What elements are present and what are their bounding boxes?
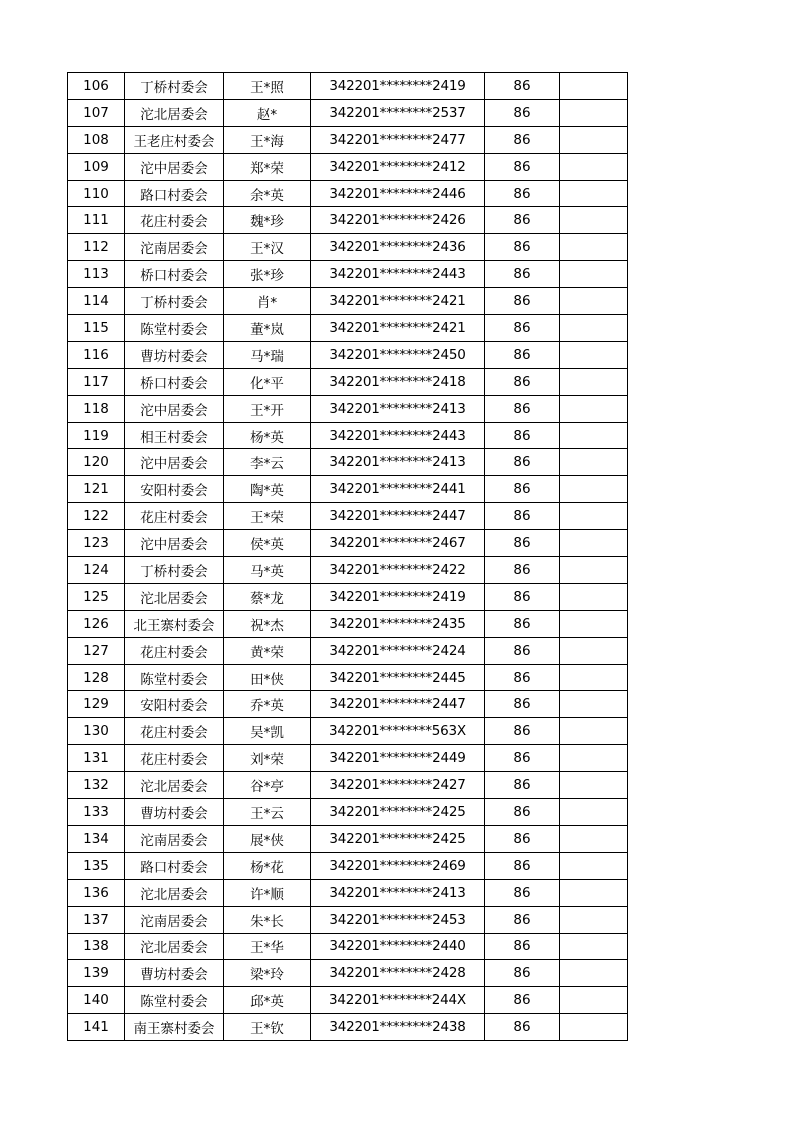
table-row: [68, 879, 628, 906]
person-name-cell: 乔*英: [224, 691, 311, 718]
row-number-cell: 138: [68, 933, 125, 960]
table-row: [68, 422, 628, 449]
row-number-cell: 116: [68, 341, 125, 368]
row-number-cell: 121: [68, 476, 125, 503]
committee-cell: 曹坊村委会: [125, 960, 224, 987]
amount-cell: 86: [485, 180, 560, 207]
id-number-cell: 342201********2427: [311, 772, 485, 799]
amount-cell: 86: [485, 691, 560, 718]
remark-cell: [560, 288, 628, 315]
remark-cell: [560, 557, 628, 584]
table-row: [68, 664, 628, 691]
table-row: [68, 153, 628, 180]
person-name-cell: 王*汉: [224, 234, 311, 261]
row-number-cell: 135: [68, 852, 125, 879]
person-name-cell: 黄*荣: [224, 637, 311, 664]
committee-cell: 沱北居委会: [125, 583, 224, 610]
table-row: [68, 449, 628, 476]
amount-cell: 86: [485, 99, 560, 126]
row-number-cell: 117: [68, 368, 125, 395]
row-number-cell: 124: [68, 557, 125, 584]
amount-cell: 86: [485, 557, 560, 584]
row-number-cell: 123: [68, 530, 125, 557]
person-name-cell: 梁*玲: [224, 960, 311, 987]
row-number-cell: 126: [68, 610, 125, 637]
person-name-cell: 杨*花: [224, 852, 311, 879]
remark-cell: [560, 341, 628, 368]
table-row: [68, 852, 628, 879]
person-name-cell: 郑*荣: [224, 153, 311, 180]
amount-cell: 86: [485, 987, 560, 1014]
row-number-cell: 111: [68, 207, 125, 234]
row-number-cell: 139: [68, 960, 125, 987]
amount-cell: 86: [485, 422, 560, 449]
table-row: [68, 126, 628, 153]
remark-cell: [560, 315, 628, 342]
committee-cell: 丁桥村委会: [125, 557, 224, 584]
remark-cell: [560, 395, 628, 422]
person-name-cell: 马*瑞: [224, 341, 311, 368]
amount-cell: 86: [485, 449, 560, 476]
committee-cell: 丁桥村委会: [125, 73, 224, 100]
remark-cell: [560, 772, 628, 799]
person-name-cell: 田*侠: [224, 664, 311, 691]
row-number-cell: 125: [68, 583, 125, 610]
person-name-cell: 邱*英: [224, 987, 311, 1014]
remark-cell: [560, 234, 628, 261]
committee-cell: 曹坊村委会: [125, 799, 224, 826]
person-name-cell: 王*照: [224, 73, 311, 100]
row-number-cell: 110: [68, 180, 125, 207]
table-row: [68, 530, 628, 557]
id-number-cell: 342201********2441: [311, 476, 485, 503]
amount-cell: 86: [485, 126, 560, 153]
id-number-cell: 342201********2440: [311, 933, 485, 960]
remark-cell: [560, 368, 628, 395]
id-number-cell: 342201********244X: [311, 987, 485, 1014]
row-number-cell: 119: [68, 422, 125, 449]
row-number-cell: 141: [68, 1014, 125, 1041]
id-number-cell: 342201********2467: [311, 530, 485, 557]
id-number-cell: 342201********2477: [311, 126, 485, 153]
table-row: [68, 772, 628, 799]
roster-table-body: [68, 73, 628, 1041]
table-row: [68, 960, 628, 987]
row-number-cell: 118: [68, 395, 125, 422]
id-number-cell: 342201********2435: [311, 610, 485, 637]
remark-cell: [560, 153, 628, 180]
id-number-cell: 342201********2413: [311, 395, 485, 422]
remark-cell: [560, 1014, 628, 1041]
id-number-cell: 342201********2419: [311, 73, 485, 100]
committee-cell: 丁桥村委会: [125, 288, 224, 315]
table-row: [68, 610, 628, 637]
table-row: [68, 207, 628, 234]
remark-cell: [560, 637, 628, 664]
table-row: [68, 691, 628, 718]
person-name-cell: 王*荣: [224, 503, 311, 530]
id-number-cell: 342201********2413: [311, 449, 485, 476]
table-row: [68, 234, 628, 261]
remark-cell: [560, 718, 628, 745]
person-name-cell: 朱*长: [224, 906, 311, 933]
id-number-cell: 342201********2422: [311, 557, 485, 584]
person-name-cell: 陶*英: [224, 476, 311, 503]
table-row: [68, 315, 628, 342]
remark-cell: [560, 610, 628, 637]
committee-cell: 陈堂村委会: [125, 664, 224, 691]
row-number-cell: 108: [68, 126, 125, 153]
amount-cell: 86: [485, 234, 560, 261]
person-name-cell: 刘*荣: [224, 745, 311, 772]
amount-cell: 86: [485, 960, 560, 987]
person-name-cell: 王*华: [224, 933, 311, 960]
remark-cell: [560, 852, 628, 879]
amount-cell: 86: [485, 476, 560, 503]
id-number-cell: 342201********2447: [311, 691, 485, 718]
amount-cell: 86: [485, 73, 560, 100]
amount-cell: 86: [485, 341, 560, 368]
committee-cell: 沱中居委会: [125, 395, 224, 422]
row-number-cell: 134: [68, 825, 125, 852]
committee-cell: 陈堂村委会: [125, 315, 224, 342]
table-row: [68, 745, 628, 772]
row-number-cell: 120: [68, 449, 125, 476]
committee-cell: 沱中居委会: [125, 530, 224, 557]
row-number-cell: 129: [68, 691, 125, 718]
table-row: [68, 718, 628, 745]
person-name-cell: 董*岚: [224, 315, 311, 342]
row-number-cell: 109: [68, 153, 125, 180]
table-row: [68, 368, 628, 395]
amount-cell: 86: [485, 610, 560, 637]
remark-cell: [560, 745, 628, 772]
row-number-cell: 114: [68, 288, 125, 315]
table-row: [68, 906, 628, 933]
committee-cell: 沱南居委会: [125, 234, 224, 261]
person-name-cell: 肖*: [224, 288, 311, 315]
person-name-cell: 杨*英: [224, 422, 311, 449]
committee-cell: 南王寨村委会: [125, 1014, 224, 1041]
committee-cell: 沱中居委会: [125, 449, 224, 476]
committee-cell: 路口村委会: [125, 180, 224, 207]
committee-cell: 花庄村委会: [125, 207, 224, 234]
table-row: [68, 583, 628, 610]
person-name-cell: 王*开: [224, 395, 311, 422]
remark-cell: [560, 530, 628, 557]
id-number-cell: 342201********2425: [311, 799, 485, 826]
person-name-cell: 张*珍: [224, 261, 311, 288]
row-number-cell: 137: [68, 906, 125, 933]
table-row: [68, 987, 628, 1014]
person-name-cell: 许*顺: [224, 879, 311, 906]
committee-cell: 沱南居委会: [125, 906, 224, 933]
table-row: [68, 1014, 628, 1041]
id-number-cell: 342201********2438: [311, 1014, 485, 1041]
amount-cell: 86: [485, 745, 560, 772]
amount-cell: 86: [485, 288, 560, 315]
id-number-cell: 342201********2421: [311, 288, 485, 315]
table-row: [68, 99, 628, 126]
id-number-cell: 342201********2469: [311, 852, 485, 879]
table-row: [68, 503, 628, 530]
remark-cell: [560, 261, 628, 288]
remark-cell: [560, 583, 628, 610]
row-number-cell: 127: [68, 637, 125, 664]
remark-cell: [560, 73, 628, 100]
row-number-cell: 140: [68, 987, 125, 1014]
id-number-cell: 342201********2445: [311, 664, 485, 691]
committee-cell: 花庄村委会: [125, 745, 224, 772]
remark-cell: [560, 99, 628, 126]
amount-cell: 86: [485, 315, 560, 342]
amount-cell: 86: [485, 583, 560, 610]
amount-cell: 86: [485, 906, 560, 933]
id-number-cell: 342201********2413: [311, 879, 485, 906]
table-row: [68, 933, 628, 960]
table-row: [68, 799, 628, 826]
person-name-cell: 祝*杰: [224, 610, 311, 637]
committee-cell: 相王村委会: [125, 422, 224, 449]
amount-cell: 86: [485, 772, 560, 799]
person-name-cell: 化*平: [224, 368, 311, 395]
amount-cell: 86: [485, 825, 560, 852]
remark-cell: [560, 449, 628, 476]
row-number-cell: 133: [68, 799, 125, 826]
amount-cell: 86: [485, 879, 560, 906]
row-number-cell: 128: [68, 664, 125, 691]
committee-cell: 花庄村委会: [125, 503, 224, 530]
table-row: [68, 288, 628, 315]
id-number-cell: 342201********2421: [311, 315, 485, 342]
committee-cell: 沱北居委会: [125, 879, 224, 906]
amount-cell: 86: [485, 503, 560, 530]
committee-cell: 沱中居委会: [125, 153, 224, 180]
committee-cell: 王老庄村委会: [125, 126, 224, 153]
remark-cell: [560, 799, 628, 826]
table-row: [68, 73, 628, 100]
row-number-cell: 107: [68, 99, 125, 126]
id-number-cell: 342201********2537: [311, 99, 485, 126]
person-name-cell: 侯*英: [224, 530, 311, 557]
person-name-cell: 王*云: [224, 799, 311, 826]
committee-cell: 沱北居委会: [125, 772, 224, 799]
id-number-cell: 342201********2418: [311, 368, 485, 395]
remark-cell: [560, 879, 628, 906]
committee-cell: 花庄村委会: [125, 637, 224, 664]
remark-cell: [560, 476, 628, 503]
person-name-cell: 王*钦: [224, 1014, 311, 1041]
committee-cell: 曹坊村委会: [125, 341, 224, 368]
amount-cell: 86: [485, 530, 560, 557]
remark-cell: [560, 825, 628, 852]
table-row: [68, 476, 628, 503]
amount-cell: 86: [485, 261, 560, 288]
person-name-cell: 马*英: [224, 557, 311, 584]
person-name-cell: 李*云: [224, 449, 311, 476]
remark-cell: [560, 422, 628, 449]
amount-cell: 86: [485, 395, 560, 422]
remark-cell: [560, 960, 628, 987]
table-row: [68, 261, 628, 288]
committee-cell: 桥口村委会: [125, 368, 224, 395]
id-number-cell: 342201********2447: [311, 503, 485, 530]
person-name-cell: 吴*凯: [224, 718, 311, 745]
table-row: [68, 395, 628, 422]
remark-cell: [560, 691, 628, 718]
remark-cell: [560, 126, 628, 153]
amount-cell: 86: [485, 153, 560, 180]
id-number-cell: 342201********2443: [311, 422, 485, 449]
row-number-cell: 112: [68, 234, 125, 261]
id-number-cell: 342201********2443: [311, 261, 485, 288]
id-number-cell: 342201********2412: [311, 153, 485, 180]
committee-cell: 沱南居委会: [125, 825, 224, 852]
remark-cell: [560, 503, 628, 530]
id-number-cell: 342201********2450: [311, 341, 485, 368]
remark-cell: [560, 987, 628, 1014]
id-number-cell: 342201********2424: [311, 637, 485, 664]
row-number-cell: 136: [68, 879, 125, 906]
committee-cell: 安阳村委会: [125, 476, 224, 503]
row-number-cell: 113: [68, 261, 125, 288]
person-name-cell: 蔡*龙: [224, 583, 311, 610]
amount-cell: 86: [485, 1014, 560, 1041]
amount-cell: 86: [485, 664, 560, 691]
id-number-cell: 342201********2449: [311, 745, 485, 772]
committee-cell: 花庄村委会: [125, 718, 224, 745]
id-number-cell: 342201********2446: [311, 180, 485, 207]
row-number-cell: 132: [68, 772, 125, 799]
id-number-cell: 342201********2436: [311, 234, 485, 261]
table-row: [68, 637, 628, 664]
committee-cell: 路口村委会: [125, 852, 224, 879]
table-row: [68, 180, 628, 207]
person-name-cell: 魏*珍: [224, 207, 311, 234]
person-name-cell: 王*海: [224, 126, 311, 153]
person-name-cell: 余*英: [224, 180, 311, 207]
table-row: [68, 557, 628, 584]
table-row: [68, 341, 628, 368]
committee-cell: 沱北居委会: [125, 99, 224, 126]
row-number-cell: 131: [68, 745, 125, 772]
row-number-cell: 106: [68, 73, 125, 100]
person-name-cell: 展*侠: [224, 825, 311, 852]
id-number-cell: 342201********2428: [311, 960, 485, 987]
roster-table: [67, 72, 628, 1041]
amount-cell: 86: [485, 933, 560, 960]
amount-cell: 86: [485, 852, 560, 879]
amount-cell: 86: [485, 368, 560, 395]
committee-cell: 沱北居委会: [125, 933, 224, 960]
id-number-cell: 342201********2426: [311, 207, 485, 234]
id-number-cell: 342201********2453: [311, 906, 485, 933]
row-number-cell: 130: [68, 718, 125, 745]
remark-cell: [560, 180, 628, 207]
person-name-cell: 赵*: [224, 99, 311, 126]
table-row: [68, 825, 628, 852]
row-number-cell: 115: [68, 315, 125, 342]
committee-cell: 安阳村委会: [125, 691, 224, 718]
remark-cell: [560, 207, 628, 234]
id-number-cell: 342201********2419: [311, 583, 485, 610]
amount-cell: 86: [485, 637, 560, 664]
remark-cell: [560, 933, 628, 960]
row-number-cell: 122: [68, 503, 125, 530]
remark-cell: [560, 906, 628, 933]
remark-cell: [560, 664, 628, 691]
committee-cell: 桥口村委会: [125, 261, 224, 288]
person-name-cell: 谷*亭: [224, 772, 311, 799]
committee-cell: 北王寨村委会: [125, 610, 224, 637]
id-number-cell: 342201********2425: [311, 825, 485, 852]
amount-cell: 86: [485, 799, 560, 826]
amount-cell: 86: [485, 207, 560, 234]
id-number-cell: 342201********563X: [311, 718, 485, 745]
amount-cell: 86: [485, 718, 560, 745]
committee-cell: 陈堂村委会: [125, 987, 224, 1014]
